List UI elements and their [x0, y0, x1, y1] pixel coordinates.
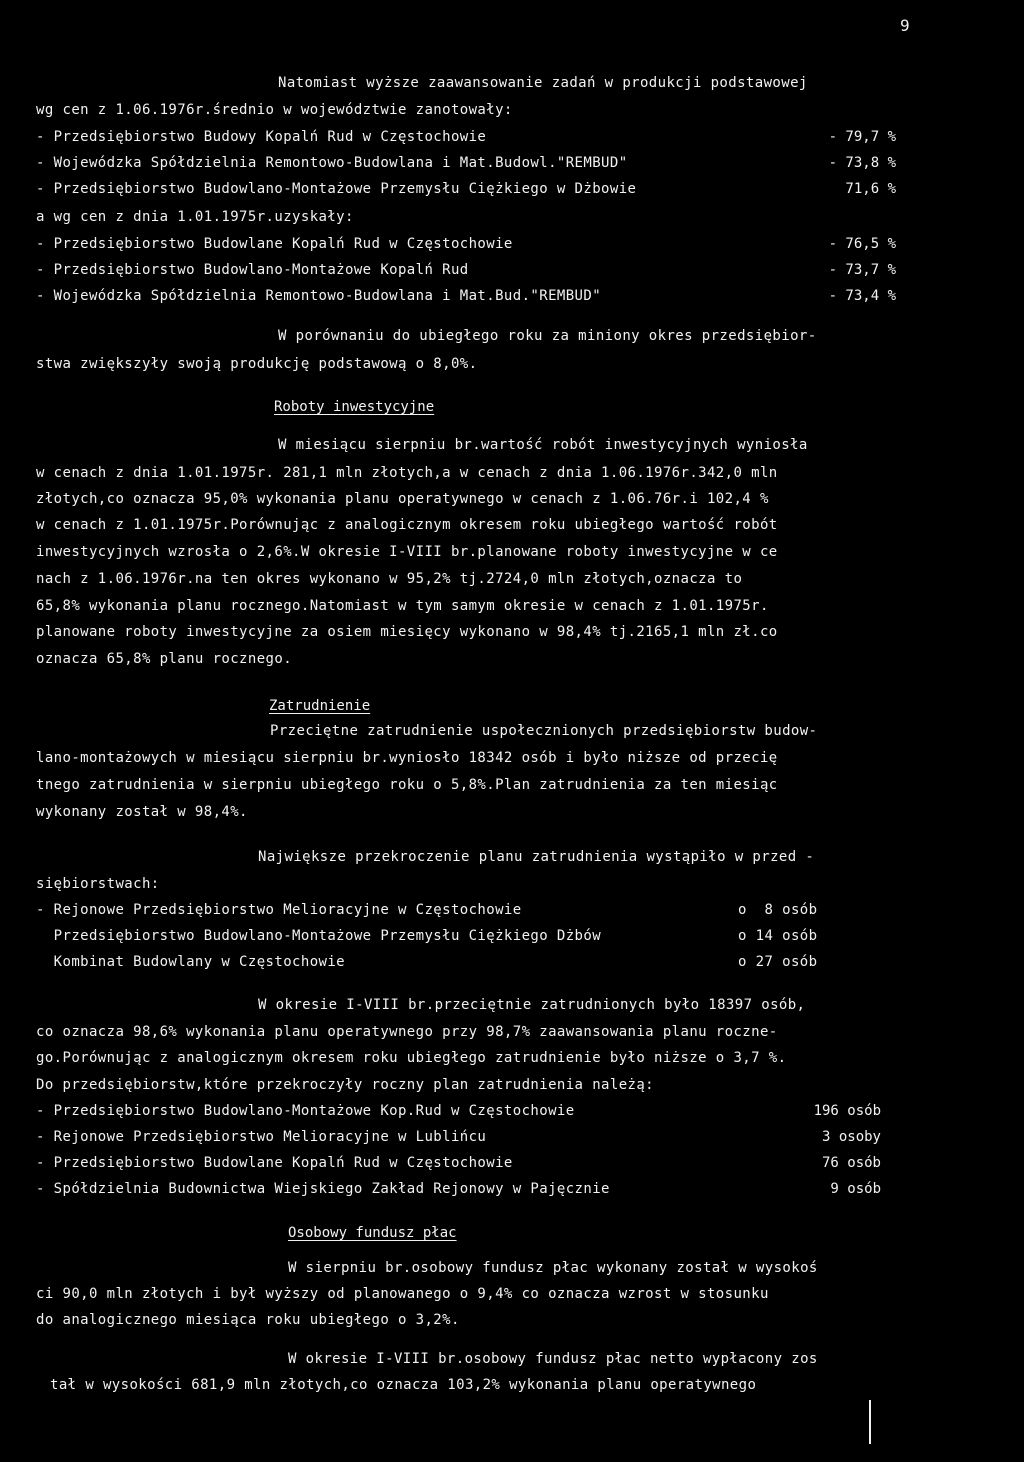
paragraph-line: w cenach z 1.01.1975r.Porównując z analogicznym okresem roku ubiegłego wartość robót — [36, 517, 778, 533]
list-item-value: 71,6 % — [845, 181, 896, 197]
paragraph-line: nach z 1.06.1976r.na ten okres wykonano w 95,2% tj.2724,0 mln złotych,oznacza to — [36, 571, 743, 587]
list-item-value: o 14 osób — [738, 928, 818, 944]
paragraph-line: co oznacza 98,6% wykonania planu operatywnego przy 98,7% zaawansowania planu roczne- — [36, 1024, 778, 1040]
paragraph-line: planowane roboty inwestycyjne za osiem miesięcy wykonano w 98,4% tj.2165,1 mln zł.co — [36, 624, 778, 640]
paragraph-line: inwestycyjnych wzrosła o 2,6%.W okresie I-VIII br.planowane roboty inwestycyjne w ce — [36, 544, 778, 560]
list-item-name: - Przedsiębiorstwo Budowlano-Montażowe Przemysłu Ciężkiego w Dżbowie — [36, 181, 637, 197]
paragraph-line: oznacza 65,8% planu rocznego. — [36, 651, 293, 667]
paragraph-line: wg cen z 1.06.1976r.średnio w województwie zanotowały: — [36, 102, 513, 118]
paragraph-line: tał w wysokości 681,9 mln złotych,co oznacza 103,2% wykonania planu operatywnego — [50, 1377, 757, 1393]
paragraph-line: stwa zwiększyły swoją produkcję podstawową o 8,0%. — [36, 356, 478, 372]
section-heading: Roboty inwestycyjne — [274, 399, 435, 415]
paragraph-line: Przeciętne zatrudnienie uspołecznionych przedsiębiorstw budow- — [270, 723, 818, 739]
paragraph-line: siębiorstwach: — [36, 876, 160, 892]
paragraph-line: a wg cen z dnia 1.01.1975r.uzyskały: — [36, 209, 354, 225]
list-item-value: o 27 osób — [738, 954, 818, 970]
list-item-name: - Rejonowe Przedsiębiorstwo Melioracyjne w Częstochowie — [36, 902, 522, 918]
paragraph-line: go.Porównując z analogicznym okresem roku ubiegłego zatrudnienie było niższe o 3,7 %. — [36, 1050, 787, 1066]
paragraph-line: Do przedsiębiorstw,które przekroczyły roczny plan zatrudnienia należą: — [36, 1077, 655, 1093]
margin-mark — [869, 1400, 871, 1444]
paragraph-line: W porównaniu do ubiegłego roku za miniony okres przedsiębior- — [278, 328, 817, 344]
list-item-name: - Przedsiębiorstwo Budowlane Kopalń Rud w Częstochowie — [36, 1155, 513, 1171]
paragraph-line: wykonany został w 98,4%. — [36, 804, 248, 820]
list-item-name: - Spółdzielnia Budownictwa Wiejskiego Zakład Rejonowy w Pajęcznie — [36, 1181, 610, 1197]
list-item-name: Przedsiębiorstwo Budowlano-Montażowe Przemysłu Ciężkiego Dżbów — [36, 928, 602, 944]
paragraph-line: Największe przekroczenie planu zatrudnienia wystąpiło w przed - — [258, 849, 815, 865]
list-item-value: - 76,5 % — [828, 236, 896, 252]
list-item-name: - Przedsiębiorstwo Budowlano-Montażowe Kopalń Rud — [36, 262, 469, 278]
list-item-value: - 73,8 % — [828, 155, 896, 171]
list-item-name: - Przedsiębiorstwo Budowy Kopalń Rud w Częstochowie — [36, 129, 487, 145]
paragraph-line: tnego zatrudnienia w sierpniu ubiegłego roku o 5,8%.Plan zatrudnienia za ten miesiąc — [36, 777, 778, 793]
paragraph-line: 65,8% wykonania planu rocznego.Natomiast w tym samym okresie w cenach z 1.01.1975r. — [36, 598, 769, 614]
paragraph-line: ci 90,0 mln złotych i był wyższy od planowanego o 9,4% co oznacza wzrost w stosunku — [36, 1286, 769, 1302]
paragraph-line: W sierpniu br.osobowy fundusz płac wykonany został w wysokoś — [288, 1260, 818, 1276]
paragraph-line: złotych,co oznacza 95,0% wykonania planu operatywnego w cenach z 1.06.76r.i 102,4 % — [36, 491, 769, 507]
list-item-name: - Przedsiębiorstwo Budowlano-Montażowe Kop.Rud w Częstochowie — [36, 1103, 575, 1119]
paragraph-line: Natomiast wyższe zaawansowanie zadań w produkcji podstawowej — [278, 75, 808, 91]
list-item-value: 9 osób — [830, 1181, 881, 1197]
list-item-name: - Wojewódzka Spółdzielnia Remontowo-Budowlana i Mat.Bud."REMBUD" — [36, 288, 602, 304]
list-item-value: - 79,7 % — [828, 129, 896, 145]
paragraph-line: W okresie I-VIII br.przeciętnie zatrudnionych było 18397 osób, — [258, 997, 806, 1013]
list-item-name: - Przedsiębiorstwo Budowlane Kopalń Rud w Częstochowie — [36, 236, 513, 252]
section-heading: Osobowy fundusz płac — [288, 1225, 457, 1241]
list-item-value: 196 osób — [813, 1103, 881, 1119]
list-item-value: 76 osób — [821, 1155, 881, 1171]
list-item-value: o 8 osób — [738, 902, 818, 918]
list-item-name: - Wojewódzka Spółdzielnia Remontowo-Budowlana i Mat.Budowl."REMBUD" — [36, 155, 628, 171]
list-item-name: - Rejonowe Przedsiębiorstwo Melioracyjne w Lublińcu — [36, 1129, 487, 1145]
paragraph-line: W okresie I-VIII br.osobowy fundusz płac netto wypłacony zos — [288, 1351, 818, 1367]
list-item-value: - 73,4 % — [828, 288, 896, 304]
paragraph-line: do analogicznego miesiąca roku ubiegłego o 3,2%. — [36, 1312, 460, 1328]
section-heading: Zatrudnienie — [269, 698, 371, 714]
paragraph-line: lano-montażowych w miesiącu sierpniu br.wyniosło 18342 osób i było niższe od przecię — [36, 750, 778, 766]
paragraph-line: w cenach z dnia 1.01.1975r. 281,1 mln złotych,a w cenach z dnia 1.06.1976r.342,0 mln — [36, 465, 778, 481]
page-number: 9 — [900, 16, 910, 35]
paragraph-line: W miesiącu sierpniu br.wartość robót inwestycyjnych wyniosła — [278, 437, 808, 453]
list-item-value: 3 osoby — [821, 1129, 881, 1145]
list-item-name: Kombinat Budowlany w Częstochowie — [36, 954, 346, 970]
list-item-value: - 73,7 % — [828, 262, 896, 278]
